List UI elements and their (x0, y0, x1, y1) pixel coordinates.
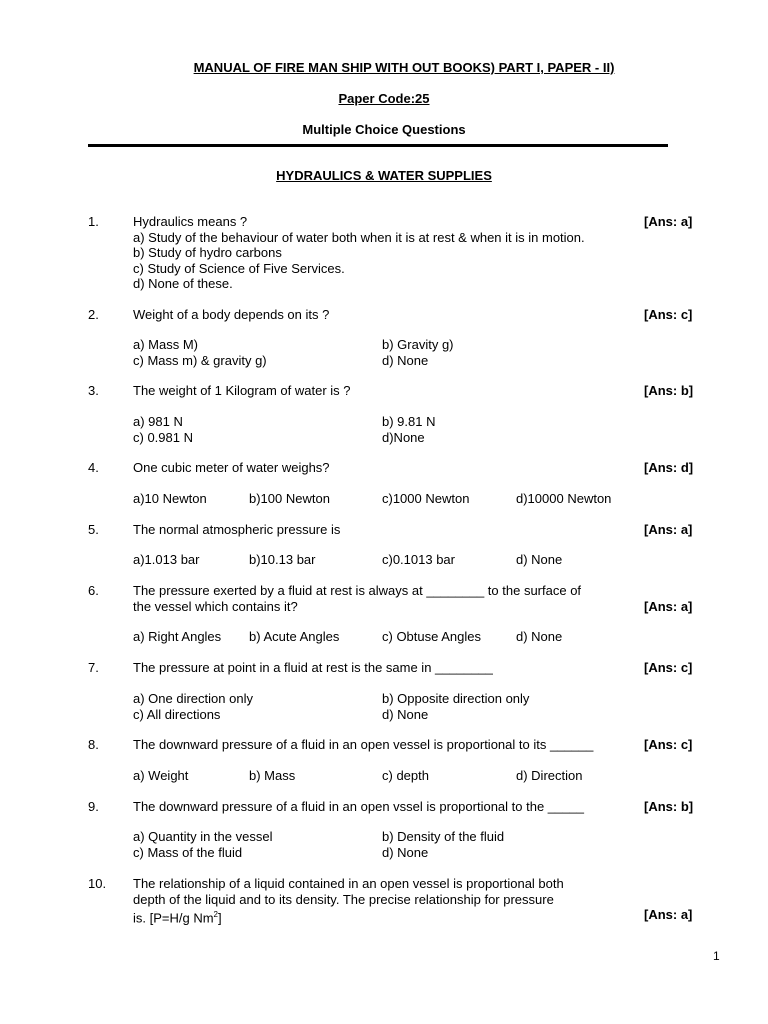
subtitle: Multiple Choice Questions (302, 122, 466, 137)
question-text: Weight of a body depends on its ? (133, 307, 330, 322)
question-text: The pressure at point in a fluid at rest is the same in ________ (133, 660, 493, 675)
answer-key: [Ans: a] (644, 214, 693, 229)
option-a: a) Weight (133, 768, 189, 783)
question-text: Hydraulics means ? (133, 214, 248, 229)
answer-key: [Ans: a] (644, 522, 693, 537)
question-text-line-2: the vessel which contains it? (133, 599, 298, 614)
option-b: b) Mass (249, 768, 296, 783)
option-a: a)10 Newton (133, 491, 207, 506)
option-a: a) Mass M) (133, 337, 198, 352)
option-a: a) Study of the behaviour of water both when it is at rest & when it is in motion. (133, 229, 585, 245)
option-d: d) None (382, 844, 429, 860)
question-number: 9. (88, 799, 99, 814)
answer-key: [Ans: b] (644, 383, 694, 398)
question-number: 4. (88, 460, 99, 475)
option-c: c) depth (382, 768, 429, 783)
option-d: d) Direction (516, 768, 583, 783)
option-c: c) Mass of the fluid (133, 844, 243, 860)
question-text: The weight of 1 Kilogram of water is ? (133, 383, 351, 398)
document-title: MANUAL OF FIRE MAN SHIP WITH OUT BOOKS) PART I, PAPER - II) (193, 60, 615, 75)
option-b: b) 9.81 N (382, 414, 436, 429)
option-a: a)1.013 bar (133, 552, 200, 567)
option-d: d) None (382, 706, 429, 722)
superscript: 2 (213, 910, 218, 919)
question-text-line-1: The relationship of a liquid contained in an open vessel is proportional both (133, 876, 564, 891)
paper-code: Paper Code:25 (338, 91, 430, 106)
option-a: a) Right Angles (133, 629, 222, 644)
option-a: a) One direction only (133, 691, 253, 706)
option-d: d) None (516, 629, 563, 644)
question-number: 1. (88, 214, 99, 229)
option-c: c)1000 Newton (382, 491, 470, 506)
question-number: 6. (88, 583, 99, 598)
question-number: 10. (88, 876, 107, 891)
option-b: b)10.13 bar (249, 552, 316, 567)
question-text: The downward pressure of a fluid in an open vssel is proportional to the _____ (133, 799, 584, 814)
question-number: 3. (88, 383, 99, 398)
option-b: b)100 Newton (249, 491, 330, 506)
option-c: c)0.1013 bar (382, 552, 455, 567)
question-number: 7. (88, 660, 99, 675)
answer-key: [Ans: b] (644, 799, 694, 814)
question-text-line-2: depth of the liquid and to its density. The precise relationship for pressure (133, 891, 554, 907)
divider-rule (88, 144, 668, 147)
answer-key: [Ans: a] (644, 907, 693, 922)
question-text-line-3: is. [P=H/g Nm$^2$] (133, 910, 222, 926)
option-d: d)None (382, 429, 425, 445)
question-text-line-1: The pressure exerted by a fluid at rest is always at ________ to the surface of (133, 583, 582, 598)
answer-key: [Ans: d] (644, 460, 694, 475)
option-b: b) Study of hydro carbons (133, 245, 282, 260)
option-b: b) Acute Angles (249, 629, 340, 644)
question-text: One cubic meter of water weighs? (133, 460, 330, 475)
option-b: b) Density of the fluid (382, 829, 505, 844)
answer-key: [Ans: c] (644, 307, 693, 322)
option-a: a) 981 N (133, 414, 183, 429)
answer-key: [Ans: a] (644, 599, 693, 614)
option-d: d)10000 Newton (516, 491, 612, 506)
option-b: b) Opposite direction only (382, 691, 530, 706)
option-c: c) All directions (133, 706, 221, 722)
question-number: 8. (88, 737, 99, 752)
section-heading: HYDRAULICS & WATER SUPPLIES (276, 168, 492, 183)
option-c: c) Study of Science of Five Services. (133, 260, 345, 276)
question-text: The normal atmospheric pressure is (133, 522, 341, 537)
option-d: d) None (516, 552, 563, 567)
question-number: 5. (88, 522, 99, 537)
question-text: The downward pressure of a fluid in an open vessel is proportional to its ______ (133, 737, 594, 752)
option-c: c) Obtuse Angles (382, 629, 481, 644)
option-c: c) 0.981 N (133, 429, 193, 445)
answer-key: [Ans: c] (644, 737, 693, 752)
page-number: 1 (713, 949, 720, 963)
option-b: b) Gravity g) (382, 337, 454, 352)
answer-key: [Ans: c] (644, 660, 693, 675)
option-c: c) Mass m) & gravity g) (133, 352, 267, 368)
option-a: a) Quantity in the vessel (133, 829, 273, 844)
question-number: 2. (88, 307, 99, 322)
option-d: d) None (382, 352, 429, 368)
option-d: d) None of these. (133, 276, 233, 291)
